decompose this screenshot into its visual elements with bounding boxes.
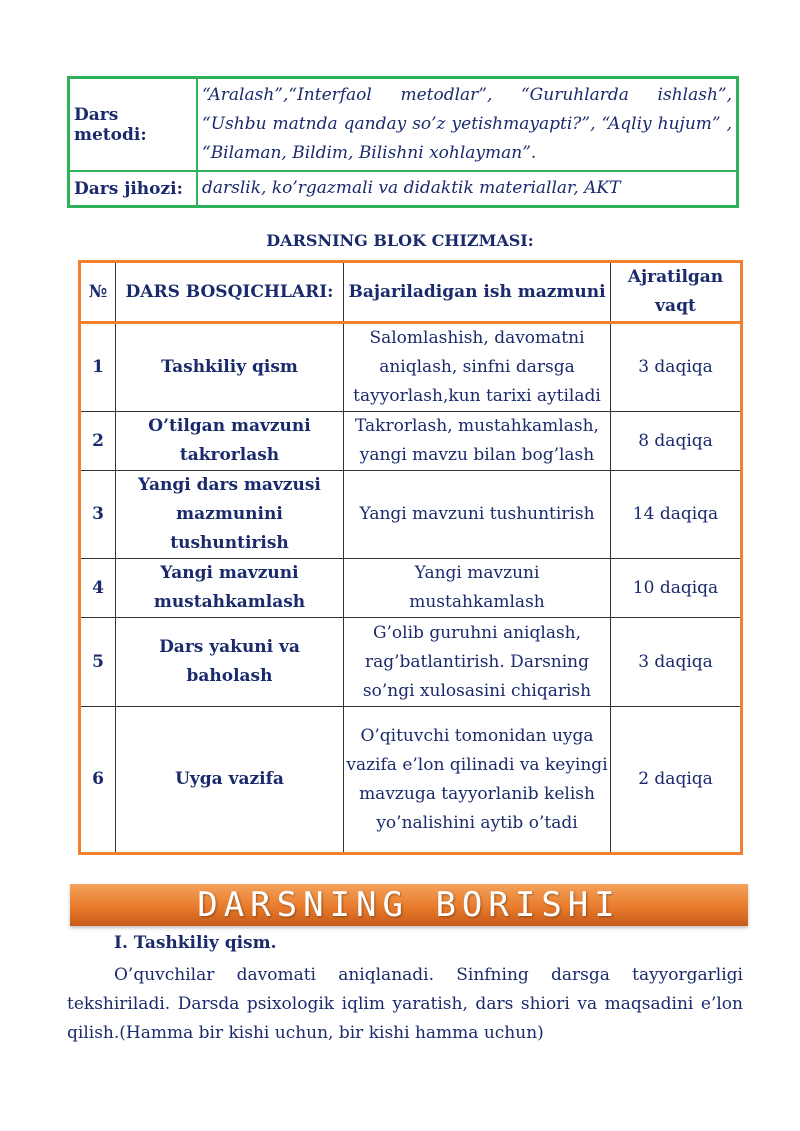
table-row — [80, 559, 742, 618]
row-number: 6 — [80, 707, 116, 854]
row-stage: Uyga vazifa — [116, 707, 344, 854]
row-stage: Yangi mavzuni mustahkamlash — [116, 559, 344, 618]
header-content: Bajariladigan ish mazmuni — [344, 262, 611, 323]
row-time: 8 daqiqa — [611, 412, 742, 471]
lesson-stages-table — [78, 260, 743, 855]
header-number: № — [80, 262, 116, 323]
section-heading: I. Tashkiliy qism. — [114, 933, 277, 953]
row-stage: Dars yakuni va baholash — [116, 618, 344, 707]
header-stages: DARS BOSQICHLARI: — [116, 262, 344, 323]
lesson-progress-banner — [70, 884, 748, 926]
row-content: Yangi mavzuni tushuntirish — [344, 471, 611, 559]
row-number: 5 — [80, 618, 116, 707]
method-label: Dars metodi: — [69, 78, 198, 172]
section-paragraph: O’quvchilar davomati aniqlanadi. Sinfning darsga tayyorgarligi tekshiriladi. Darsda psixologik iqlim yaratish, dars shiori va maqsadini e’lon qilish.(Hamma bir kishi uchun, bir kishi hamma uchun) — [67, 965, 743, 1043]
table-row — [80, 618, 742, 707]
table-row — [80, 412, 742, 471]
row-content: Yangi mavzuni mustahkamlash — [344, 559, 611, 618]
method-text: “Aralash”,“Interfaol metodlar”, “Guruhlarda ishlash”, “Ushbu matnda qanday so’z yetishmayapti?”, “Aqliy hujum” , “Bilaman, Bildim, Bilishni xohlayman”. — [197, 78, 738, 172]
table-row — [80, 323, 742, 412]
row-number: 4 — [80, 559, 116, 618]
row-number: 3 — [80, 471, 116, 559]
row-stage: Tashkiliy qism — [116, 323, 344, 412]
block-diagram-title: DARSNING BLOK CHIZMASI: — [266, 231, 534, 250]
row-time: 14 daqiqa — [611, 471, 742, 559]
banner-text: DARSNING BORISHI — [197, 885, 621, 925]
table-row — [80, 471, 742, 559]
row-content: Salomlashish, davomatni aniqlash, sinfni darsga tayyorlash,kun tarixi aytiladi — [344, 323, 611, 412]
row-time: 3 daqiqa — [611, 618, 742, 707]
equipment-row — [69, 171, 738, 207]
row-number: 1 — [80, 323, 116, 412]
row-stage: O’tilgan mavzuni takrorlash — [116, 412, 344, 471]
row-time: 10 daqiqa — [611, 559, 742, 618]
row-time: 3 daqiqa — [611, 323, 742, 412]
equipment-text: darslik, ko’rgazmali va didaktik materiallar, AKT — [197, 171, 738, 207]
table-row — [80, 707, 742, 854]
row-content: O’qituvchi tomonidan uyga vazifa e’lon qilinadi va keyingi mavzuga tayyorlanib kelish yo’nalishini aytib o’tadi — [344, 707, 611, 854]
row-stage: Yangi dars mavzusi mazmunini tushuntirish — [116, 471, 344, 559]
row-content: Takrorlash, mustahkamlash, yangi mavzu bilan bog’lash — [344, 412, 611, 471]
row-time: 2 daqiqa — [611, 707, 742, 854]
row-number: 2 — [80, 412, 116, 471]
method-row — [69, 78, 738, 172]
row-content: G’olib guruhni aniqlash, rag’batlantirish. Darsning so’ngi xulosasini chiqarish — [344, 618, 611, 707]
table-header-row — [80, 262, 742, 323]
equipment-label: Dars jihozi: — [69, 171, 198, 207]
lesson-info-table — [67, 76, 739, 208]
header-time: Ajratilgan vaqt — [611, 262, 742, 323]
